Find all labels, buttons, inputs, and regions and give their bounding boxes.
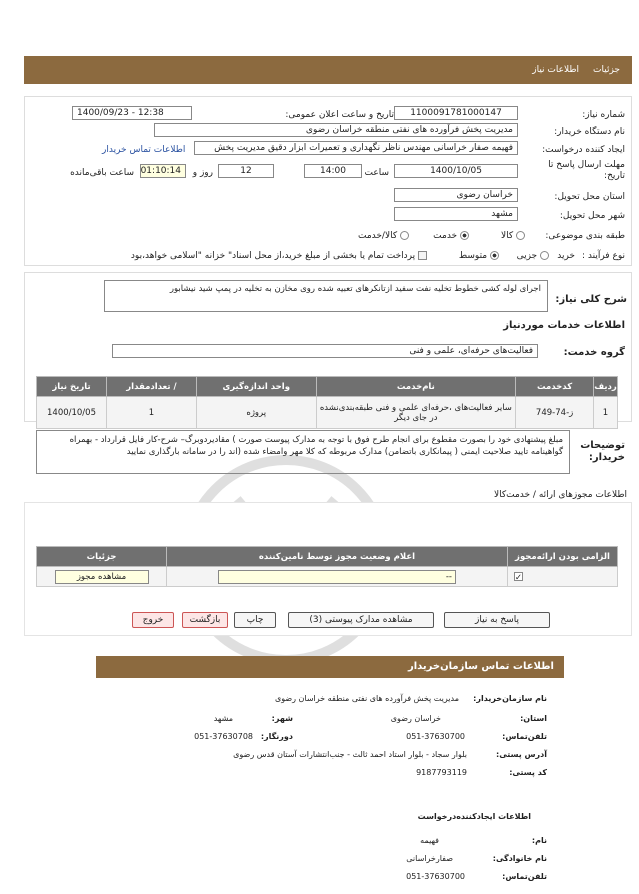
days-label: روز و (192, 168, 213, 178)
services-header-cell: کدخدمت (516, 377, 594, 397)
service-group-label: گروه خدمت: (563, 347, 625, 358)
permit-details-header: جزئیات (37, 547, 167, 567)
announce-datetime-label: تاریخ و ساعت اعلان عمومی: (285, 110, 394, 120)
permit-row (37, 567, 618, 587)
services-table (36, 376, 618, 429)
need-number-label: شماره نیاز: (582, 110, 625, 120)
org-postal-value: 9187793119 (416, 768, 467, 777)
attachments-button[interactable]: مشاهده مدارک پیوستی (3) (288, 612, 434, 628)
cat-service-text: خدمت (433, 231, 458, 241)
services-header-cell: واحد اندازه‌گیری (196, 377, 316, 397)
service-cell: پروژه (196, 397, 316, 429)
process-type-label: نوع فرآیند : (582, 251, 625, 261)
service-cell: 1 (107, 397, 197, 429)
need-info-panel (24, 96, 632, 266)
buyer-org-field: مدیریت پخش فرآورده های نفتی منطقه خراسان رضوی (154, 123, 518, 137)
need-number-field: 1100091781000147 (394, 106, 518, 120)
creator-family-value: صفارخراسانی (406, 854, 453, 863)
org-address-label: آدرس پستی: (496, 750, 547, 759)
payment-note-text: پرداخت تمام یا بخشی از مبلغ خرید،از محل اسناد" خزانه "اسلامی خواهد،بود (130, 251, 416, 261)
permit-required-cell (508, 567, 618, 587)
service-cell: 1 (594, 397, 618, 429)
buyer-org-label: نام دستگاه خریدار: (554, 127, 625, 137)
permit-required-checkbox-icon[interactable]: ✓ (514, 572, 522, 583)
permits-title: اطلاعات مجوزهای ارائه / خدمت‌کالا (493, 490, 627, 500)
permit-status-cell (167, 567, 508, 587)
process-buy-text: خرید (557, 251, 575, 261)
category-goods-service-option[interactable] (358, 231, 409, 241)
permit-details-cell (37, 567, 167, 587)
deadline-time-label: ساعت (364, 168, 389, 178)
reply-button[interactable]: پاسخ به نیاز (444, 612, 550, 628)
creator-phone-value: 051-37630700 (406, 872, 465, 881)
category-goods-option[interactable] (501, 231, 525, 241)
creator-phone-label: تلفن‌تماس: (502, 872, 547, 881)
org-city-value: مشهد (213, 714, 233, 723)
buyer-notes-text: مبلغ پیشنهادی خود را بصورت مقطوع برای انجام طرح فوق با توجه به مدارک پیوست صورت ) مقادیردوبرگ– شرح-کار فایل قرارداد - بهمراه گواهینامه تایید صلاحیت ایمنی ( پیمانکاری باتضامن) مدارک مربوطه که کلا مهر وامضاء شده (اند را در سامانه بارگذاری نمایید (36, 430, 570, 474)
medium-radio-icon (490, 251, 499, 260)
days-remaining-field: 12 (218, 164, 274, 178)
org-fax-label: دورنگار: (260, 732, 293, 741)
announce-datetime-field: 1400/09/23 - 12:38 (72, 106, 192, 120)
city-field: مشهد (394, 207, 518, 221)
deadline-date-field: 1400/10/05 (394, 164, 518, 178)
org-name-label: نام سازمان‌خریدار: (473, 694, 547, 703)
org-contact-header: اطلاعات تماس سازمان‌خریدار (96, 656, 564, 678)
cat-goods-text: کالا (500, 231, 514, 241)
remaining-time-field: 01:10:14 (140, 164, 186, 178)
deadline-time-field: 14:00 (304, 164, 362, 178)
deadline-label: مهلت ارسال پاسخ تا تاریخ: (548, 160, 625, 181)
service-radio-icon (460, 231, 469, 240)
service-cell: 1400/10/05 (37, 397, 107, 429)
service-group-field: فعالیت‌های حرفه‌ای، علمی و فنی (112, 344, 538, 358)
request-creator-field: فهیمه صفار خراسانی مهندس ناظر نگهداری و تعمیرات ابزار دقیق مدیریت پخش (194, 141, 518, 155)
org-address-value: بلوار سجاد - بلوار استاد احمد ثالث - جنب‌انتشارات آستان قدس رضوی (233, 750, 467, 759)
remaining-time-label: ساعت باقی‌مانده (70, 168, 134, 178)
print-button[interactable]: چاپ (234, 612, 276, 628)
creator-contact-title: اطلاعات ایجادکننده‌درخواست (417, 812, 531, 821)
services-title: اطلاعات خدمات موردنیاز (503, 320, 625, 331)
category-service-option[interactable] (433, 231, 469, 241)
org-province-value: خراسان رضوی (390, 714, 441, 723)
back-button[interactable]: بازگشت (182, 612, 228, 628)
org-postal-label: کد پستی: (509, 768, 547, 777)
permit-required-header: الزامی بودن ارائه‌مجوز (508, 547, 618, 567)
partial-radio-icon (540, 251, 549, 260)
services-header-row (37, 377, 618, 397)
goods-radio-icon (516, 231, 525, 240)
service-cell: سایر فعالیت‌های ،حرفه‌ای علمی و فنی طبقه‌بندی‌نشده در جای دیگر (316, 397, 516, 429)
summary-label: شرح کلی نیاز: (555, 294, 627, 305)
buyer-contact-link[interactable]: اطلاعات تماس خریدار (102, 145, 186, 155)
org-fax-value: 051-37630708 (194, 732, 253, 741)
summary-text: اجرای لوله کشی خطوط تخلیه نفت سفید ازتانکرهای تعبیه شده روی مخازن به تخلیه در پمپ شید نیشابور (104, 280, 548, 312)
services-header-cell: تاریخ نیاز (37, 377, 107, 397)
service-cell: ز-74-749 (516, 397, 594, 429)
services-header-cell: ردیف (594, 377, 618, 397)
permit-status-header: اعلام وضعیت مجوز توسط نامین‌کننده (167, 547, 508, 567)
permits-header-row (37, 547, 618, 567)
proc-medium-text: متوسط (458, 251, 488, 261)
services-body (37, 397, 618, 429)
payment-note[interactable] (131, 251, 427, 261)
need-info-tab[interactable]: اطلاعات نیاز (532, 65, 580, 75)
permits-table (36, 546, 618, 587)
org-name-value: مدیریت پخش فرآورده های نفتی منطقه خراسان رضوی (274, 694, 459, 703)
process-partial-option[interactable] (517, 251, 549, 261)
creator-name-label: نام: (531, 836, 547, 845)
org-city-label: شهر: (271, 714, 293, 723)
view-permit-button[interactable]: مشاهده مجوز (55, 570, 149, 584)
org-phone-label: تلفن‌تماس: (502, 732, 547, 741)
province-field: خراسان رضوی (394, 188, 518, 202)
cat-goods-service-text: کالا/خدمت (357, 231, 398, 241)
process-medium-option[interactable] (459, 251, 499, 261)
org-province-label: استان: (520, 714, 547, 723)
creator-name-value: فهیمه (420, 836, 439, 845)
province-label: استان محل تحویل: (554, 192, 625, 202)
services-header-cell: / تعدادمقدار (107, 377, 197, 397)
creator-family-label: نام خانوادگی: (492, 854, 547, 863)
request-creator-label: ایجاد کننده درخواست: (542, 145, 625, 155)
details-tab[interactable]: جزئیات (593, 65, 620, 75)
services-header-cell: نام‌خدمت (316, 377, 516, 397)
proc-partial-text: جزیی (516, 251, 538, 261)
org-phone-value: 051-37630700 (406, 732, 465, 741)
top-navigation-bar (24, 56, 632, 84)
permit-status-field: -- (218, 570, 456, 584)
buyer-notes-label: توضیحات خریدار: (580, 440, 625, 463)
city-label: شهر محل تحویل: (559, 211, 625, 221)
exit-button[interactable]: خروج (132, 612, 174, 628)
goods-service-radio-icon (400, 231, 409, 240)
category-label: طبقه بندی موضوعی: (545, 231, 625, 241)
payment-checkbox-icon (418, 251, 427, 260)
service-row (37, 397, 618, 429)
